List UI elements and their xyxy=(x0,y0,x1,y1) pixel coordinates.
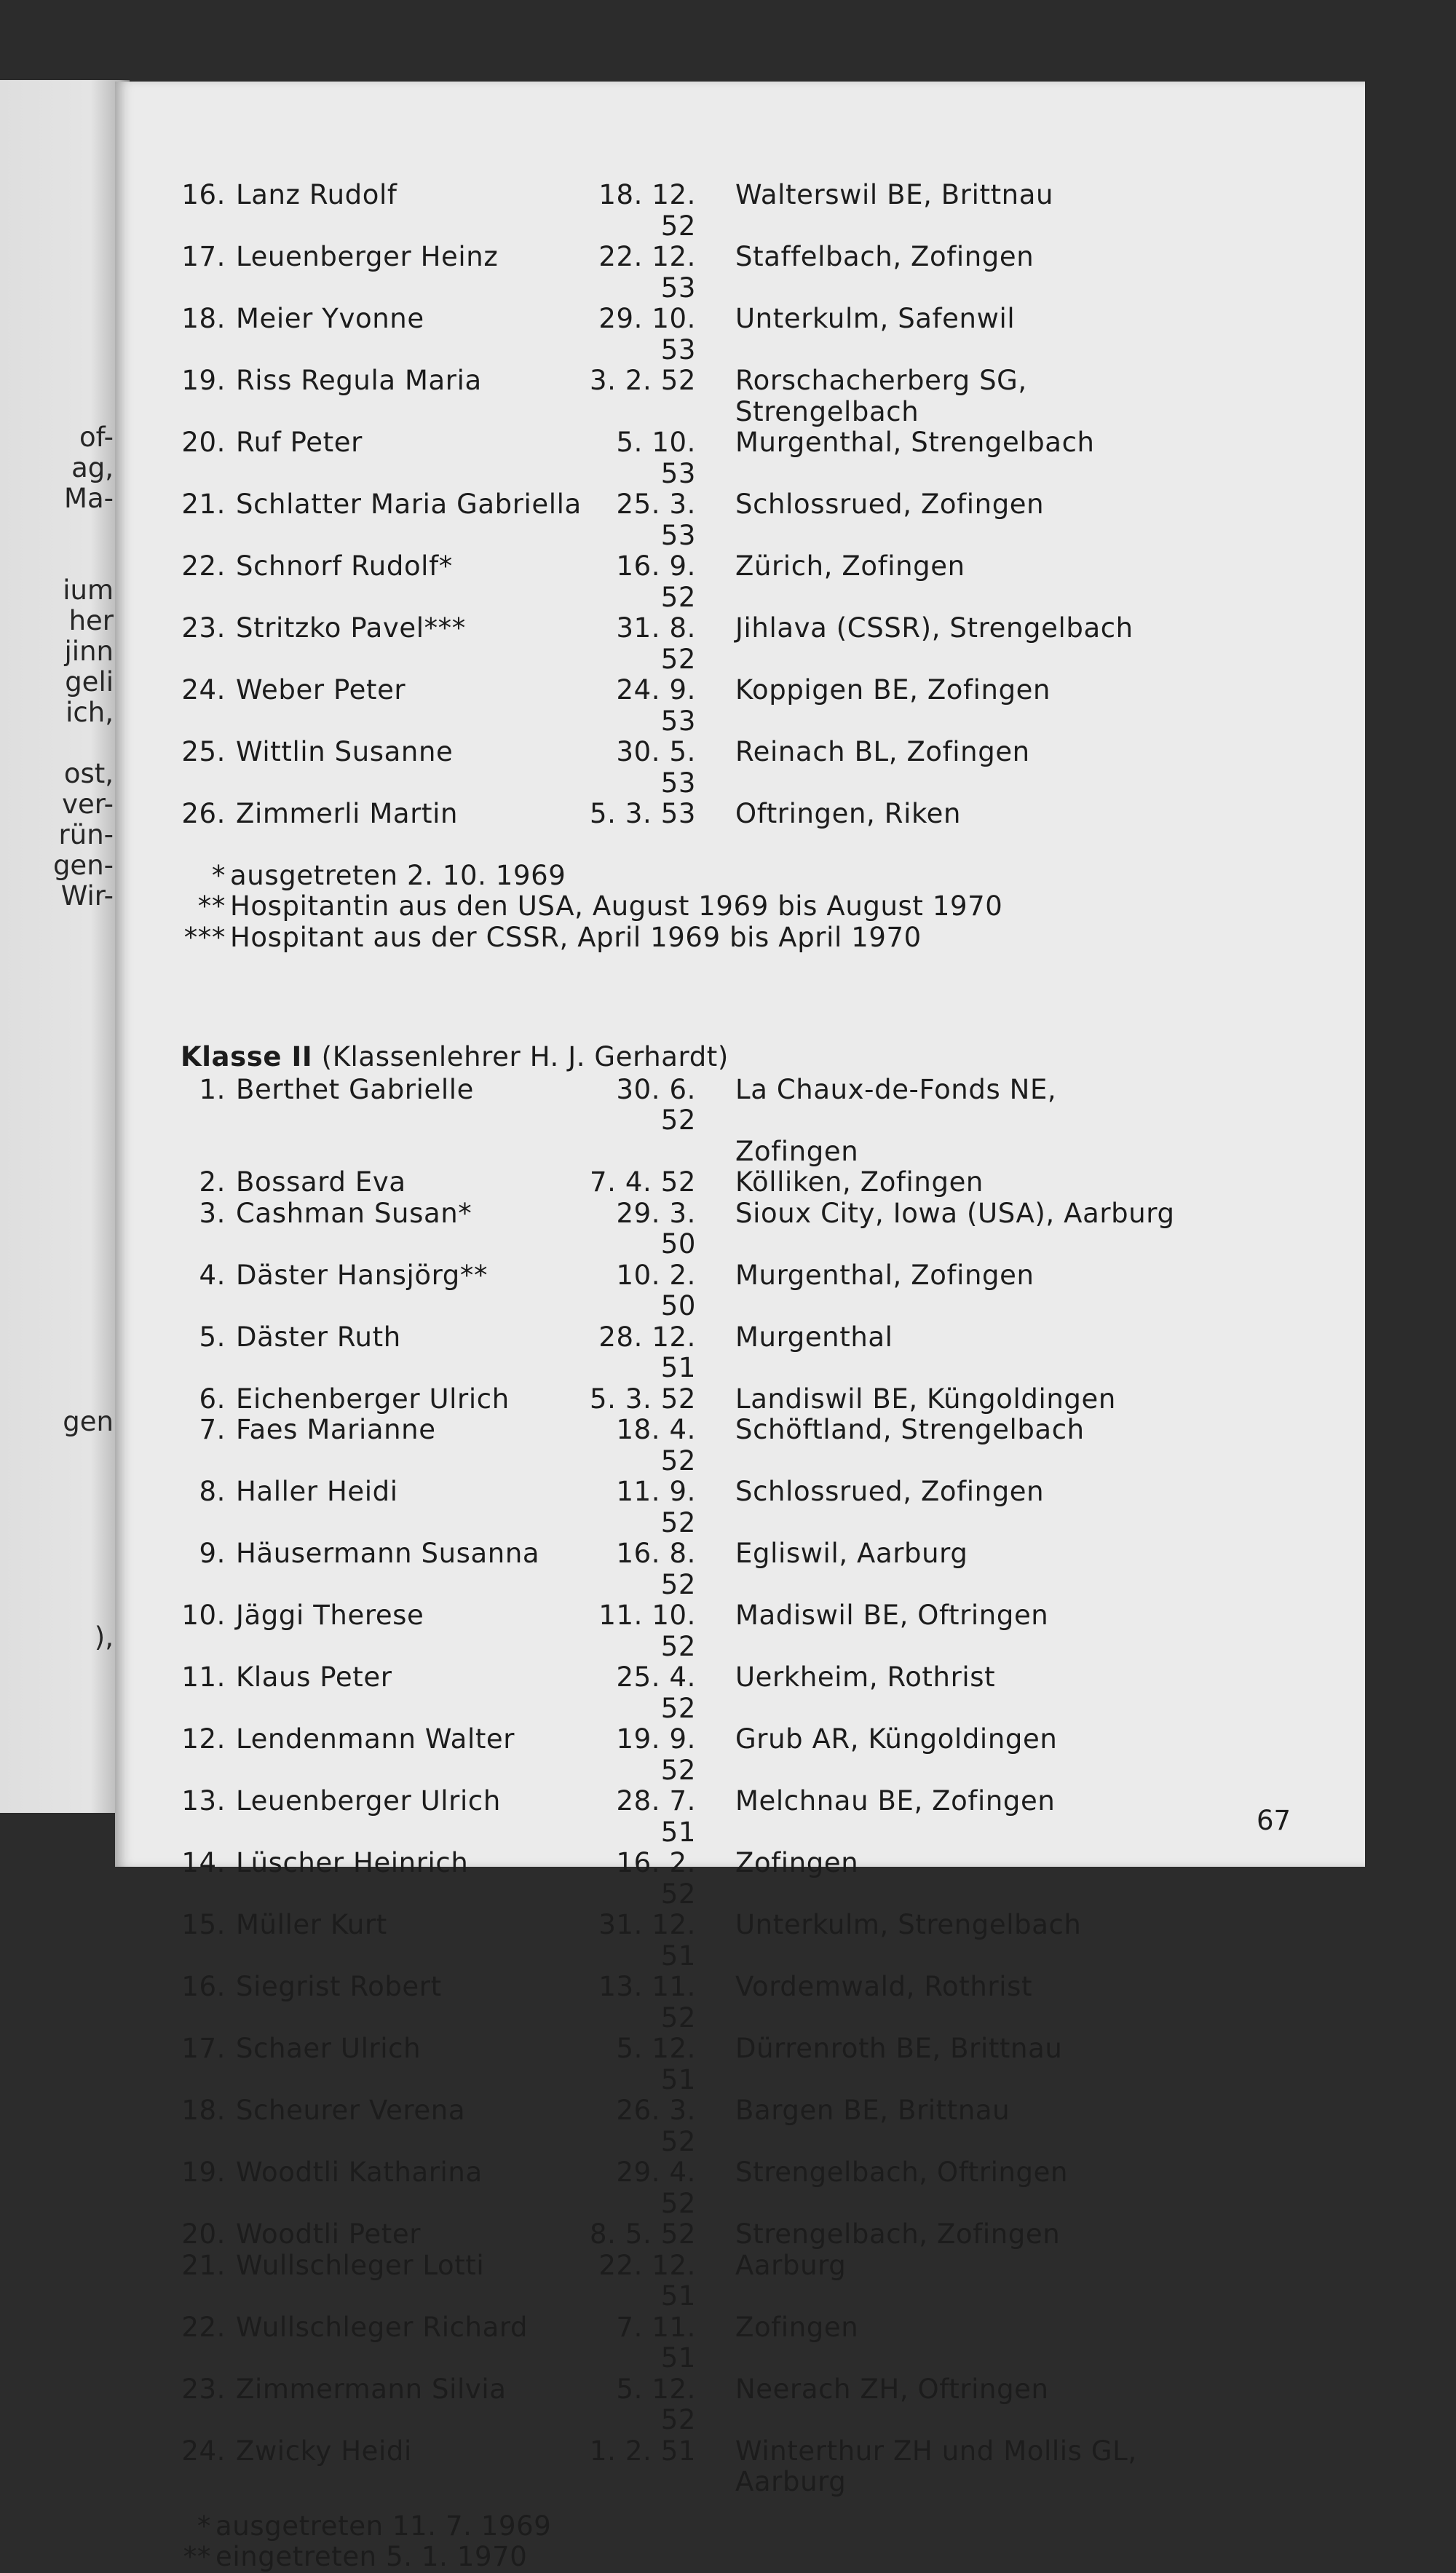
list-item: 18. Meier Yvonne 29. 10. 53 Unterkulm, Safenwil xyxy=(181,303,1016,365)
student-list-continued xyxy=(181,180,1316,830)
list-item: 18. Scheurer Verena 26. 3. 52 Bargen BE, Brittnau xyxy=(181,2095,1010,2157)
student-list-class-two xyxy=(181,1075,1316,2498)
list-item: 3. Cashman Susan* 29. 3. 50 Sioux City, Iowa (USA), Aarburg xyxy=(199,1197,1175,1260)
class-heading xyxy=(181,1042,1316,1073)
facing-page-edge xyxy=(0,80,130,1813)
margin-fragment: her xyxy=(68,605,114,636)
margin-fragment: jinn xyxy=(64,636,114,667)
list-item: 15. Müller Kurt 31. 12. 51 Unterkulm, Strengelbach xyxy=(181,1909,1082,1972)
footnotes-first-list xyxy=(181,861,1316,954)
margin-fragment: of- xyxy=(79,422,114,453)
footnotes-class-two xyxy=(181,2511,1316,2573)
list-item-continuation: Aarburg xyxy=(735,2466,847,2497)
footnote: *** Hospitant aus der CSSR, April 1969 bis April 1970 xyxy=(183,921,922,953)
margin-fragment: ag, xyxy=(71,452,114,483)
margin-fragment: gen- xyxy=(52,850,114,881)
list-item: 4. Däster Hansjörg** 10. 2. 50 Murgenthal, Zofingen xyxy=(199,1259,1034,1321)
list-item: 11. Klaus Peter 25. 4. 52 Uerkheim, Rothrist xyxy=(181,1661,996,1724)
list-item: 13. Leuenberger Ulrich 28. 7. 51 Melchnau BE, Zofingen xyxy=(181,1785,1056,1848)
page-content xyxy=(181,180,1316,2573)
margin-fragment: geli xyxy=(65,666,114,697)
margin-fragment: ich, xyxy=(66,697,114,728)
class-title: Klasse II xyxy=(181,1041,313,1072)
list-item: 26. Zimmerli Martin 5. 3. 53 Oftringen, Riken xyxy=(181,798,962,829)
list-item: 23. Zimmermann Silvia 5. 12. 52 Neerach ZH, Oftringen xyxy=(181,2373,1049,2435)
list-item: 7. Faes Marianne 18. 4. 52 Schöftland, Strengelbach xyxy=(199,1414,1085,1477)
list-item: 14. Lüscher Heinrich 16. 2. 52 Zofingen xyxy=(181,1847,859,1910)
page-number: 67 xyxy=(1257,1805,1291,1836)
footnote: * ausgetreten 2. 10. 1969 xyxy=(211,859,566,891)
margin-fragment: Ma- xyxy=(64,483,114,514)
list-item: 1. Berthet Gabrielle 30. 6. 52 La Chaux-de-Fonds NE, xyxy=(199,1073,1057,1136)
list-item: 19. Riss Regula Maria 3. 2. 52 Rorschacherberg SG, xyxy=(181,365,1027,396)
list-item: 24. Weber Peter 24. 9. 53 Koppigen BE, Zofingen xyxy=(181,674,1051,737)
margin-fragment: Wir- xyxy=(60,880,114,912)
list-item: 20. Ruf Peter 5. 10. 53 Murgenthal, Strengelbach xyxy=(181,427,1095,489)
list-item-continuation: Zofingen xyxy=(735,1135,859,1167)
list-item: 17. Schaer Ulrich 5. 12. 51 Dürrenroth BE, Brittnau xyxy=(181,2033,1063,2095)
margin-fragment: ver- xyxy=(62,788,114,820)
footnote: ** Hospitantin aus den USA, August 1969 bis August 1970 xyxy=(197,890,1003,922)
list-item: 12. Lendenmann Walter 19. 9. 52 Grub AR, Küngoldingen xyxy=(181,1723,1058,1786)
class-teacher: (Klassenlehrer H. J. Gerhardt) xyxy=(321,1041,729,1072)
list-item-continuation: Strengelbach xyxy=(735,395,919,427)
list-item: 16. Siegrist Robert 13. 11. 52 Vordemwald, Rothrist xyxy=(181,1971,1033,2034)
list-item: 25. Wittlin Susanne 30. 5. 53 Reinach BL, Zofingen xyxy=(181,736,1030,799)
margin-fragment: gen xyxy=(63,1406,114,1437)
list-item: 22. Wullschleger Richard 7. 11. 51 Zofingen xyxy=(181,2311,859,2374)
list-item: 16. Lanz Rudolf 18. 12. 52 Walterswil BE, Brittnau xyxy=(181,179,1054,242)
list-item: 22. Schnorf Rudolf* 16. 9. 52 Zürich, Zofingen xyxy=(181,550,965,613)
list-item: 2. Bossard Eva 7. 4. 52 Kölliken, Zofingen xyxy=(199,1166,984,1198)
list-item: 24. Zwicky Heidi 1. 2. 51 Winterthur ZH und Mollis GL, xyxy=(181,2435,1137,2467)
margin-fragment: ), xyxy=(94,1621,114,1653)
list-item: 10. Jäggi Therese 11. 10. 52 Madiswil BE, Oftringen xyxy=(181,1600,1049,1662)
footnote: * ausgetreten 11. 7. 1969 xyxy=(197,2510,552,2542)
margin-fragment: ost, xyxy=(63,758,114,789)
footnote: ** eingetreten 5. 1. 1970 xyxy=(183,2541,528,2572)
margin-fragment: rün- xyxy=(58,819,114,850)
list-item: 21. Schlatter Maria Gabriella 25. 3. 53 Schlossrued, Zofingen xyxy=(181,489,1045,551)
list-item: 19. Woodtli Katharina 29. 4. 52 Strengelbach, Oftringen xyxy=(181,2157,1069,2219)
list-item: 5. Däster Ruth 28. 12. 51 Murgenthal xyxy=(199,1321,893,1383)
list-item: 20. Woodtli Peter 8. 5. 52 Strengelbach, Zofingen xyxy=(181,2218,1061,2250)
list-item: 6. Eichenberger Ulrich 5. 3. 52 Landiswil BE, Küngoldingen xyxy=(199,1383,1116,1415)
list-item: 21. Wullschleger Lotti 22. 12. 51 Aarburg xyxy=(181,2249,847,2312)
list-item: 9. Häusermann Susanna 16. 8. 52 Egliswil, Aarburg xyxy=(199,1538,968,1600)
document-page xyxy=(115,82,1365,2572)
list-item: 23. Stritzko Pavel*** 31. 8. 52 Jihlava (CSSR), Strengelbach xyxy=(181,612,1133,675)
list-item: 17. Leuenberger Heinz 22. 12. 53 Staffelbach, Zofingen xyxy=(181,241,1034,304)
margin-fragment: ium xyxy=(63,574,114,606)
list-item: 8. Haller Heidi 11. 9. 52 Schlossrued, Zofingen xyxy=(199,1476,1045,1538)
